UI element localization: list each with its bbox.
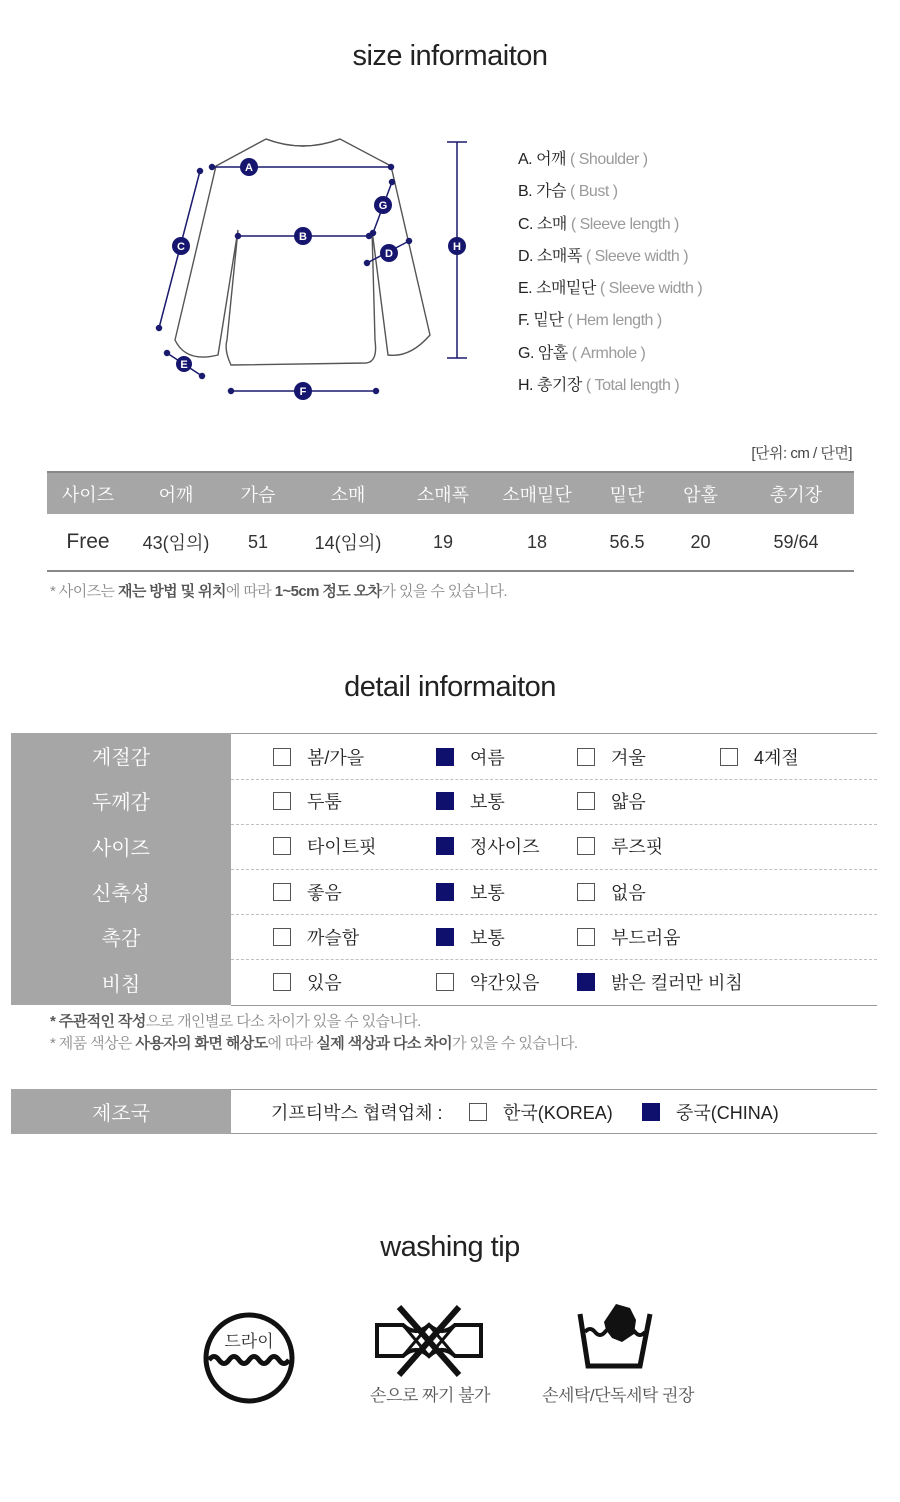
table-cell: 14(임의) — [293, 514, 403, 571]
checkbox-checked[interactable] — [436, 928, 454, 946]
detail-row-label: 신축성 — [11, 869, 231, 914]
no-wringing-icon — [373, 1305, 487, 1377]
checkbox[interactable] — [577, 748, 595, 766]
checkbox[interactable] — [577, 928, 595, 946]
detail-row-label: 계절감 — [11, 733, 231, 778]
option-normal[interactable]: 보통 — [436, 914, 505, 959]
table-cell: 51 — [223, 514, 293, 571]
table-cell: 59/64 — [738, 514, 854, 571]
table-row — [47, 514, 854, 571]
svg-text:G: G — [378, 200, 388, 212]
table-cell: Free — [47, 514, 129, 571]
table-cell: 43(임의) — [129, 514, 223, 571]
option-thick[interactable]: 두툼 — [273, 778, 342, 823]
dry-clean-icon: 드라이 — [201, 1310, 297, 1406]
option-sheer[interactable]: 있음 — [273, 959, 342, 1004]
column-header: 소매폭 — [403, 472, 483, 514]
option-normal[interactable]: 보통 — [436, 778, 505, 823]
size-table — [47, 471, 854, 572]
checkbox[interactable] — [273, 973, 291, 991]
detail-row-season — [11, 733, 877, 778]
table-cell: 19 — [403, 514, 483, 571]
column-header: 총기장 — [738, 472, 854, 514]
legend-item: C. 소매 ( Sleeve length ) — [518, 215, 679, 233]
svg-text:C: C — [177, 241, 185, 253]
unit-label: [단위: cm / 단면] — [751, 445, 852, 462]
checkbox[interactable] — [436, 973, 454, 991]
checkbox-checked[interactable] — [436, 748, 454, 766]
detail-row-label: 두께감 — [11, 778, 231, 823]
washing-section-title: washing tip — [380, 1231, 520, 1263]
option-soft[interactable]: 부드러움 — [577, 914, 681, 959]
size-section-title: size informaiton — [352, 40, 548, 72]
column-header: 소매 — [293, 472, 403, 514]
detail-row-label: 비침 — [11, 959, 231, 1004]
checkbox[interactable] — [469, 1103, 487, 1121]
svg-text:B: B — [299, 231, 307, 243]
option-slightly-sheer[interactable]: 약간있음 — [436, 959, 540, 1004]
option-winter[interactable]: 겨울 — [577, 734, 646, 779]
detail-row-touch — [11, 914, 877, 959]
detail-note-2: * 제품 색상은 사용자의 화면 해상도에 따라 실제 색상과 다소 차이가 있을 수 있습니다. — [50, 1035, 578, 1052]
legend-item: A. 어깨 ( Shoulder ) — [518, 151, 648, 168]
garment-size-diagram — [150, 130, 480, 405]
checkbox-checked[interactable] — [642, 1103, 660, 1121]
option-tight-fit[interactable]: 타이트핏 — [273, 824, 377, 869]
detail-row-size — [11, 824, 877, 869]
column-header: 가슴 — [223, 472, 293, 514]
checkbox[interactable] — [577, 837, 595, 855]
option-rough[interactable]: 까슬함 — [273, 914, 359, 959]
column-header: 사이즈 — [47, 472, 129, 514]
option-loose-fit[interactable]: 루즈핏 — [577, 824, 663, 869]
legend-item: E. 소매밑단 ( Sleeve width ) — [518, 280, 703, 298]
hand-wash-icon — [576, 1300, 656, 1370]
detail-row-label: 촉감 — [11, 914, 231, 959]
option-thin[interactable]: 얇음 — [577, 778, 646, 823]
detail-row-thickness — [11, 778, 877, 823]
legend-item: F. 밑단 ( Hem length ) — [518, 312, 662, 330]
option-china[interactable]: 중국(CHINA) — [642, 1090, 779, 1133]
option-bright-colors-only[interactable]: 밝은 컬러만 비침 — [577, 959, 743, 1004]
svg-text:E: E — [180, 359, 188, 371]
legend-item: D. 소매폭 ( Sleeve width ) — [518, 247, 689, 265]
option-all-season[interactable]: 4계절 — [720, 734, 799, 779]
detail-section-title: detail informaiton — [344, 671, 556, 703]
detail-row-sheer — [11, 959, 877, 1004]
legend-item: B. 가슴 ( Bust ) — [518, 183, 618, 201]
checkbox[interactable] — [720, 748, 738, 766]
checkbox[interactable] — [577, 792, 595, 810]
checkbox[interactable] — [273, 928, 291, 946]
checkbox[interactable] — [273, 748, 291, 766]
option-regular-fit[interactable]: 정사이즈 — [436, 824, 540, 869]
detail-row-stretch — [11, 869, 877, 914]
checkbox-checked[interactable] — [577, 973, 595, 991]
checkbox-checked[interactable] — [436, 837, 454, 855]
size-table-header — [47, 472, 854, 514]
column-header: 어깨 — [129, 472, 223, 514]
checkbox[interactable] — [273, 792, 291, 810]
option-none[interactable]: 없음 — [577, 869, 646, 914]
table-cell: 18 — [483, 514, 591, 571]
no-wringing-caption: 손으로 짜기 불가 — [370, 1386, 490, 1405]
detail-note-1: * 주관적인 작성으로 개인별로 다소 차이가 있을 수 있습니다. — [50, 1013, 421, 1030]
origin-row — [11, 1089, 877, 1134]
svg-text:D: D — [385, 248, 393, 260]
legend-item: G. 암홀 ( Armhole ) — [518, 344, 646, 362]
option-korea[interactable]: 한국(KOREA) — [469, 1090, 613, 1133]
checkbox[interactable] — [577, 883, 595, 901]
table-cell: 56.5 — [591, 514, 663, 571]
checkbox[interactable] — [273, 883, 291, 901]
column-header: 소매밑단 — [483, 472, 591, 514]
checkbox[interactable] — [273, 837, 291, 855]
svg-text:H: H — [453, 241, 461, 253]
legend-item: H. 총기장 ( Total length ) — [518, 377, 680, 395]
option-spring-fall[interactable]: 봄/가을 — [273, 734, 364, 779]
measurement-legend — [518, 146, 818, 404]
column-header: 밑단 — [591, 472, 663, 514]
column-header: 암홀 — [663, 472, 738, 514]
table-cell: 20 — [663, 514, 738, 571]
option-normal[interactable]: 보통 — [436, 869, 505, 914]
option-summer[interactable]: 여름 — [436, 734, 505, 779]
option-good[interactable]: 좋음 — [273, 869, 342, 914]
origin-prefix: 기프티박스 협력업체 : — [271, 1102, 443, 1123]
checkbox-checked[interactable] — [436, 883, 454, 901]
checkbox-checked[interactable] — [436, 792, 454, 810]
detail-row-label: 사이즈 — [11, 824, 231, 869]
size-note: * 사이즈는 재는 방법 및 위치에 따라 1~5cm 정도 오차가 있을 수 있습니다. — [50, 583, 507, 600]
hand-wash-caption: 손세탁/단독세탁 권장 — [542, 1386, 694, 1405]
svg-text:A: A — [245, 162, 253, 174]
svg-text:F: F — [299, 386, 307, 398]
origin-label: 제조국 — [11, 1089, 231, 1134]
detail-table — [11, 733, 877, 1005]
